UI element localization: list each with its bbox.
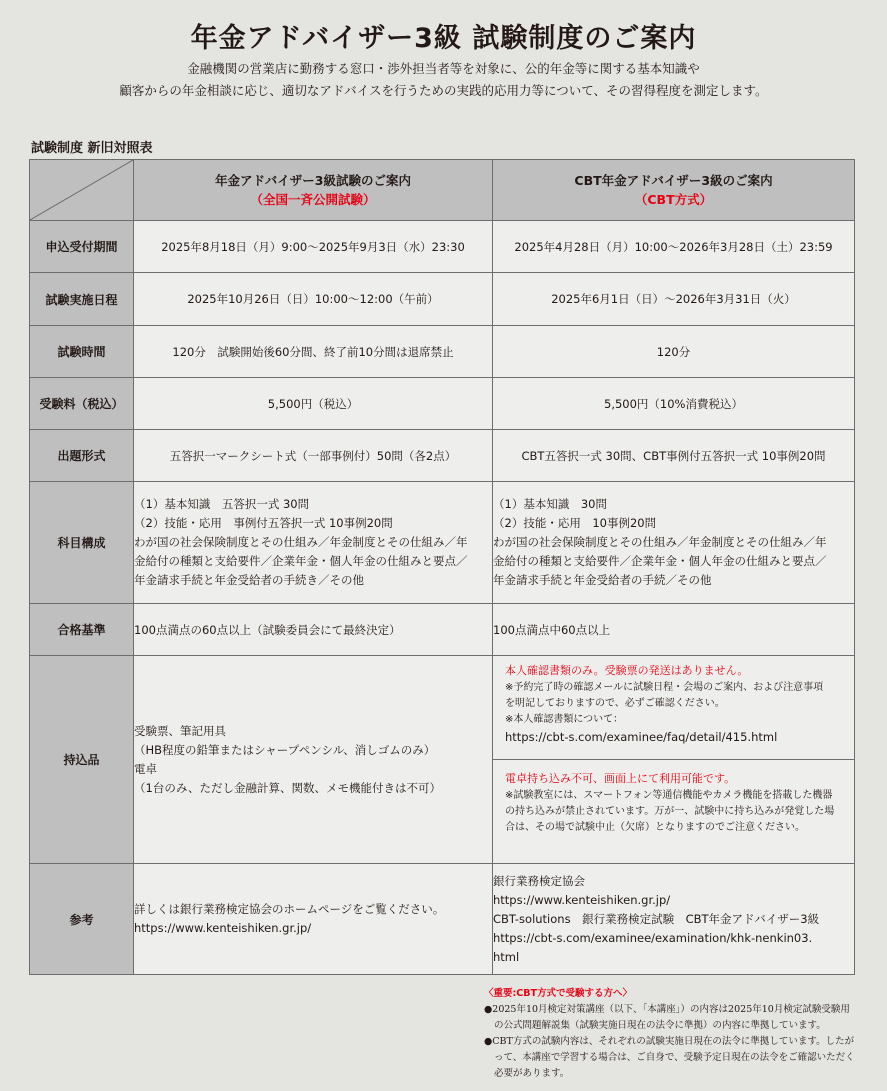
notes-block (484, 986, 856, 1082)
row-label: 出題形式 (30, 430, 134, 482)
cell-cbt (493, 482, 855, 604)
column-header-cbt (493, 160, 855, 221)
text-line: 金給付の種類と支給要件／企業年金・個人年金の仕組みと要点／ (493, 554, 827, 568)
table-row-items (30, 656, 855, 864)
text-line: （2）技能・応用 事例付五答択一式 10事例20問 (134, 516, 393, 530)
cbt-calculator-section (493, 759, 854, 842)
cell-cbt: 2025年6月1日（日）～2026年3月31日（火） (493, 273, 855, 326)
cbt-id-section (493, 656, 854, 759)
cell-public: 5,500円（税込） (134, 378, 493, 430)
text-line: CBT-solutions 銀行業務検定試験 CBT年金アドバイザー3級 (493, 911, 820, 926)
lead-line: 金融機関の営業店に勤務する窓口・渉外担当者等を対象に、公的年金等に関する基本知識や (187, 61, 700, 76)
text-line: 銀行業務検定協会 (493, 873, 585, 888)
cell-public: 120分 試験開始後60分間、終了前10分間は退席禁止 (134, 326, 493, 378)
row-label: 科目構成 (30, 482, 134, 604)
note-item: ●2025年10月検定対策講座（以下、「本講座」）の内容は2025年10月検定試験受験用の公式問題解説集（試験実施日現在の法令に準拠）の内容に準拠しています。 (484, 1004, 850, 1031)
cell-public (134, 482, 493, 604)
cell-cbt: 2025年4月28日（月）10:00～2026年3月28日（土）23:59 (493, 221, 855, 273)
text-line: 年金請求手続と年金受給者の手続き／その他 (134, 573, 364, 587)
cell-cbt (493, 656, 855, 864)
column-title: CBT年金アドバイザー3級のご案内 (574, 173, 773, 188)
corner-cell (30, 160, 134, 221)
row-label: 申込受付期間 (30, 221, 134, 273)
note-item: ●CBT方式の試験内容は、それぞれの試験実施日現在の法令に準拠しています。したがって、本講座で学習する場合は、ご自身で、受験予定日現在の法令をご確認いただく必要があります。 (484, 1036, 855, 1079)
cell-cbt: 100点満点中60点以上 (493, 604, 855, 656)
text-line: （1）基本知識 五答択一式 30問 (134, 497, 310, 511)
page-title: 年金アドバイザー3級 試験制度のご案内 (190, 23, 697, 54)
table-row-format (30, 430, 855, 482)
text-line: （HB程度の鉛筆またはシャープペンシル、消しゴムのみ） (134, 742, 436, 757)
text-line: （1）基本知識 30問 (493, 497, 607, 511)
cell-public (134, 656, 493, 864)
cell-public (134, 864, 493, 975)
url-text: html (493, 949, 520, 964)
column-header-public (134, 160, 493, 221)
cell-public: 2025年8月18日（月）9:00～2025年9月3日（水）23:30 (134, 221, 493, 273)
column-subtitle: （全国一斉公開試験） (250, 192, 376, 207)
row-label: 参考 (30, 864, 134, 975)
url-text: https://www.kenteishiken.gr.jp/ (493, 892, 671, 907)
cell-public: 100点満点の60点以上（試験委員会にて最終決定） (134, 604, 493, 656)
cell-cbt (493, 864, 855, 975)
diagonal-line-icon (30, 160, 133, 220)
text-line: わが国の社会保険制度とその仕組み／年金制度とその仕組み／年 (493, 535, 827, 549)
lead-text (0, 58, 887, 102)
url-text: https://cbt-s.com/examinee/faq/detail/415.html (505, 730, 778, 744)
text-line: 詳しくは銀行業務検定協会のホームページをご覧ください。 (134, 902, 445, 916)
url-text: https://www.kenteishiken.gr.jp/ (134, 921, 312, 935)
table-header-row (30, 160, 855, 221)
text-line: ※本人確認書類について： (505, 714, 624, 725)
cell-public: 2025年10月26日（日）10:00～12:00（午前） (134, 273, 493, 326)
text-line: 受験票、筆記用具 (134, 723, 226, 738)
text-line: わが国の社会保険制度とその仕組み／年金制度とその仕組み／年 (134, 535, 468, 549)
cell-cbt: 120分 (493, 326, 855, 378)
text-line: の持ち込みが禁止されています。万が一、試験中に持ち込みが発覚した場 (505, 806, 835, 817)
table-row-subjects (30, 482, 855, 604)
warning-text: 電卓持ち込み不可、画面上にて利用可能です。 (505, 772, 736, 785)
text-line: （1台のみ、ただし金融計算、関数、メモ機能付きは不可） (134, 780, 442, 795)
cell-public: 五答択一マークシート式（一部事例付）50問（各2点） (134, 430, 493, 482)
url-text: https://cbt-s.com/examinee/examination/khk-nenkin03. (493, 930, 813, 945)
notes-heading: 〈重要:CBT方式で受験する方へ〉 (484, 988, 632, 999)
text-line: ※予約完了時の確認メールに試験日程・会場のご案内、および注意事項 (505, 682, 824, 693)
row-label: 持込品 (30, 656, 134, 864)
text-line: 金給付の種類と支給要件／企業年金・個人年金の仕組みと要点／ (134, 554, 468, 568)
table-row-schedule (30, 273, 855, 326)
warning-text: 本人確認書類のみ。受験票の発送はありません。 (505, 664, 749, 677)
column-subtitle: （CBT方式） (634, 192, 713, 207)
table-row-apply (30, 221, 855, 273)
text-line: を明記しておりますので、必ずご確認ください。 (505, 698, 725, 709)
text-line: 電卓 (134, 761, 157, 776)
row-label: 試験実施日程 (30, 273, 134, 326)
row-label: 受験料（税込） (30, 378, 134, 430)
row-label: 合格基準 (30, 604, 134, 656)
text-line: ※試験教室には、スマートフォン等通信機能やカメラ機能を搭載した機器 (505, 790, 833, 801)
text-line: 合は、その場で試験中止（欠席）となりますのでご注意ください。 (505, 822, 805, 833)
cell-cbt: CBT五答択一式 30問、CBT事例付五答択一式 10事例20問 (493, 430, 855, 482)
row-label: 試験時間 (30, 326, 134, 378)
cell-cbt: 5,500円（10%消費税込） (493, 378, 855, 430)
comparison-table (29, 159, 855, 975)
table-row-reference (30, 864, 855, 975)
column-title: 年金アドバイザー3級試験のご案内 (215, 173, 411, 188)
table-row-pass (30, 604, 855, 656)
table-caption: 試験制度 新旧対照表 (31, 141, 153, 156)
table-row-fee (30, 378, 855, 430)
table-row-duration (30, 326, 855, 378)
text-line: 年金請求手続と年金受給者の手続／その他 (493, 573, 712, 587)
text-line: （2）技能・応用 10事例20問 (493, 516, 657, 530)
lead-line: 顧客からの年金相談に応じ、適切なアドバイスを行うための実践的応用力等について、その習得程度を測定します。 (119, 83, 768, 98)
